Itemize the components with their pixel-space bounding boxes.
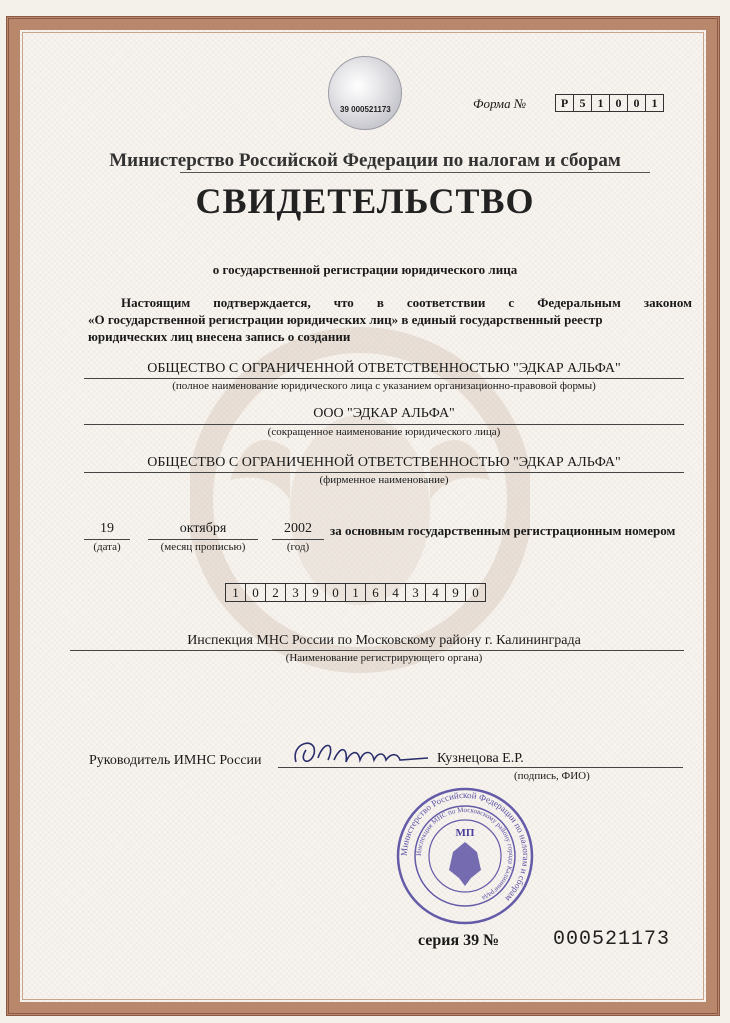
date-year: 2002 (284, 521, 312, 536)
series-number: 000521173 (553, 928, 671, 951)
ogrn-digit: 9 (446, 584, 466, 601)
registration-text: за основным государственным регистрационным номером (330, 523, 676, 538)
full-name-line (84, 378, 684, 379)
date-month-caption: (месяц прописью) (160, 541, 246, 553)
ogrn-digit: 0 (472, 584, 479, 600)
intro-line-2: «О государственной регистрации юридических лиц» в единый государственный реестр (88, 312, 603, 327)
intro-paragraph (88, 294, 692, 345)
date-day-line (84, 539, 130, 540)
ogrn-digit: 1 (226, 584, 246, 601)
date-year-caption: (год) (286, 541, 310, 553)
handwritten-signature-icon (288, 732, 438, 776)
form-code-cell: 0 (628, 95, 646, 111)
form-code-cell: Р (556, 95, 574, 111)
short-name-value: ООО "ЭДКАР АЛЬФА" (313, 406, 455, 421)
authority-line (70, 650, 684, 651)
stamp-outer-text: Министерство Российской Федерации по налогам и сборам (398, 789, 532, 904)
stamp-center-text: МП (455, 827, 475, 839)
signatory-label: Руководитель ИМНС России (89, 753, 262, 768)
stamp-inner-text: Инспекция МНС по Московскому району города Калининграда (414, 805, 516, 903)
short-name-line (84, 424, 684, 425)
ogrn-digit: 3 (286, 584, 306, 601)
ogrn-cells (225, 583, 486, 602)
date-day: 19 (100, 521, 114, 536)
ogrn-digit: 4 (386, 584, 406, 601)
document-title: СВИДЕТЕЛЬСТВО (195, 181, 535, 221)
authority-caption: (Наименование регистрирующего органа) (285, 652, 483, 664)
ogrn-digit: 4 (426, 584, 446, 601)
form-label: Форма № (473, 96, 527, 111)
ogrn-digit: 1 (346, 584, 366, 601)
ogrn-digit: 2 (266, 584, 286, 601)
hologram-number: 39 000521173 (340, 105, 391, 114)
intro-line-1: Настоящим подтверждается, что в соответствии с Федеральным законом (121, 295, 692, 310)
ogrn-digit: 9 (306, 584, 326, 601)
signatory-name: Кузнецова Е.Р. (437, 751, 524, 766)
authority-value: Инспекция МНС России по Московскому району г. Калининграда (187, 633, 581, 648)
date-month-line (148, 539, 258, 540)
brand-name-line (84, 472, 684, 473)
brand-name-value: ОБЩЕСТВО С ОГРАНИЧЕННОЙ ОТВЕТСТВЕННОСТЬЮ "ЭДКАР АЛЬФА" (147, 455, 621, 470)
short-name-caption: (сокращенное наименование юридического лица) (267, 426, 501, 438)
form-code-cells (555, 94, 664, 112)
document-subtitle: о государственной регистрации юридического лица (212, 262, 518, 277)
ministry-heading: Министерство Российской Федерации по налогам и сборам (109, 150, 621, 171)
official-seal-stamp-icon (395, 786, 535, 926)
ogrn-digit: 3 (406, 584, 426, 601)
brand-name-caption: (фирменное наименование) (319, 474, 449, 486)
form-code-cell: 1 (651, 95, 658, 110)
full-name-value: ОБЩЕСТВО С ОГРАНИЧЕННОЙ ОТВЕТСТВЕННОСТЬЮ "ЭДКАР АЛЬФА" (147, 361, 621, 376)
ogrn-digit: 0 (326, 584, 346, 601)
signature-caption: (подпись, ФИО) (514, 770, 590, 782)
date-day-caption: (дата) (93, 541, 121, 553)
hologram-sticker (328, 56, 402, 130)
intro-line-3: юридических лиц внесена запись о создании (88, 329, 351, 344)
series-label: серия 39 № (418, 932, 500, 949)
date-month: октября (179, 521, 227, 536)
ogrn-digit: 0 (246, 584, 266, 601)
form-code-cell: 1 (592, 95, 610, 111)
full-name-caption: (полное наименование юридического лица с указанием организационно-правовой формы) (172, 380, 596, 392)
form-code-cell: 0 (610, 95, 628, 111)
ogrn-digit: 6 (366, 584, 386, 601)
ministry-underline (180, 172, 650, 173)
form-code-cell: 5 (574, 95, 592, 111)
date-year-line (272, 539, 324, 540)
signature-line (278, 767, 683, 768)
